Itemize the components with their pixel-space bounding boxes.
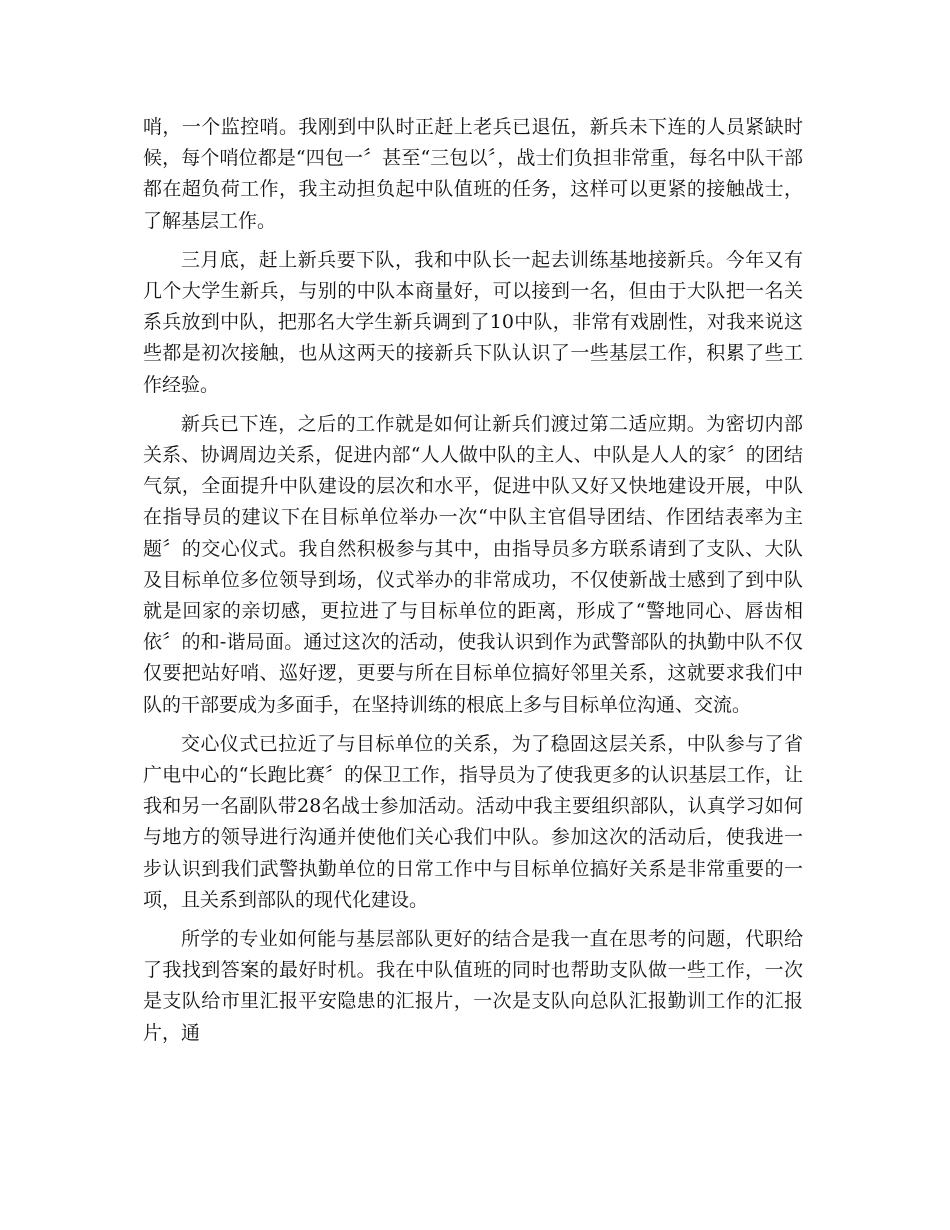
paragraph-continuation: 哨，一个监控哨。我刚到中队时正赶上老兵已退伍，新兵未下连的人员紧缺时候，每个哨位都是“四包一〞甚至“三包以〞，战士们负担非常重，每名中队干部都在超负荷工作，我主动担负起中队值班的任务，这样可以更紧的接触战士，了解基层工作。 [143,116,803,232]
paragraph: 交心仪式已拉近了与目标单位的关系，为了稳固这层关系，中队参与了省广电中心的“长跑比赛〞的保卫工作，指导员为了使我更多的认识基层工作，让我和另一名副队带28名战士参加活动。活动中我主要组织部队，认真学习如何与地方的领导进行沟通并使他们关心我们中队。参加这次的活动后，使我进一步认识到我们武警执勤单位的日常工作中与目标单位搞好关系是非常重要的一项，且关系到部队的现代化建设。 [143,732,803,911]
paragraph: 所学的专业如何能与基层部队更好的结合是我一直在思考的问题，代职给了我找到答案的最好时机。我在中队值班的同时也帮助支队做一些工作，一次是支队给市里汇报平安隐患的汇报片，一次是支队向总队汇报勤训工作的汇报片，通 [143,928,803,1044]
paragraph: 三月底，赶上新兵要下队，我和中队长一起去训练基地接新兵。今年又有几个大学生新兵，与别的中队本商量好，可以接到一名，但由于大队把一名关系兵放到中队，把那名大学生新兵调到了10中队，非常有戏剧性，对我来说这些都是初次接触，也从这两天的接新兵下队认识了一些基层工作，积累了些工作经验。 [143,248,803,396]
document-body [143,112,803,1049]
paragraph: 新兵已下连，之后的工作就是如何让新兵们渡过第二适应期。为密切内部关系、协调周边关系，促进内部“人人做中队的主人、中队是人人的家〞的团结气氛，全面提升中队建设的层次和水平，促进中队又好又快地建设开展，中队在指导员的建议下在目标单位举办一次“中队主官倡导团结、作团结表率为主题〞的交心仪式。我自然积极参与其中，由指导员多方联系请到了支队、大队及目标单位多位领导到场，仪式举办的非常成功，不仅使新战士感到了到中队就是回家的亲切感，更拉进了与目标单位的距离，形成了“警地同心、唇齿相依〞的和-谐局面。通过这次的活动，使我认识到作为武警部队的执勤中队不仅仅要把站好哨、巡好逻，更要与所在目标单位搞好邻里关系，这就要求我们中队的干部要成为多面手，在坚持训练的根底上多与目标单位沟通、交流。 [143,412,803,716]
